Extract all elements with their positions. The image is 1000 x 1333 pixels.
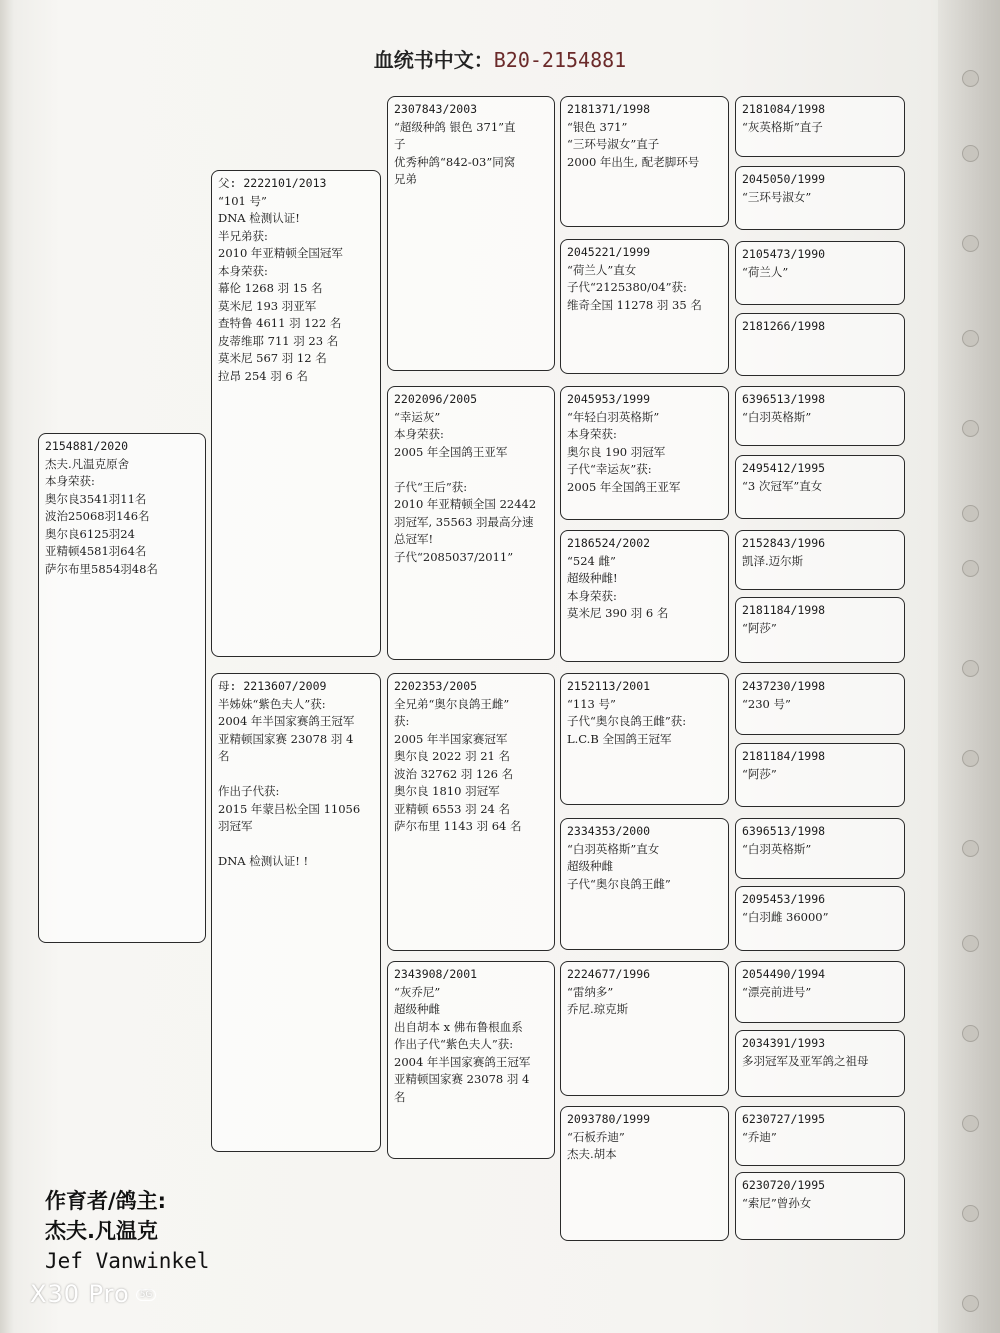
pedigree-line: “3 次冠军”直女 — [742, 478, 823, 493]
pedigree-line: “年轻白羽英格斯” — [567, 409, 660, 424]
breeder-info — [45, 1186, 209, 1276]
sire-box — [211, 170, 381, 657]
pedigree-line: 萨尔布里 1143 羽 64 名 — [394, 819, 522, 833]
pedigree-line — [218, 766, 374, 784]
pedigree-line: 获: — [394, 714, 410, 728]
pedigree-line: “白羽英格斯” — [742, 841, 812, 856]
binder-hole — [962, 330, 979, 347]
pedigree-line: 拉昂 254 羽 6 名 — [218, 368, 308, 383]
pedigree-line: 奥尔良 1810 羽冠军 — [394, 784, 500, 798]
ggp-box-7 — [560, 961, 729, 1096]
ring-number: 2334353/2000 — [567, 824, 651, 838]
pedigree-line: 半姊妹“紫色夫人”获: — [218, 696, 326, 711]
ring-number: 2095453/1996 — [742, 892, 826, 906]
ring-number: 2186524/2002 — [567, 536, 651, 550]
ring-number: 6396513/1998 — [742, 392, 826, 406]
binder-hole — [962, 560, 979, 577]
pedigree-line: 奥尔良3541羽11名 — [45, 491, 147, 506]
breeder-label: 作育者/鸽主: — [45, 1189, 167, 1213]
gggp-box-2 — [735, 166, 905, 230]
pedigree-line: 奥尔良 190 羽冠军 — [567, 444, 666, 459]
pedigree-line: 子代“2085037/2011” — [394, 549, 514, 564]
pedigree-line: 亚精顿国家赛 23078 羽 4 — [218, 731, 354, 746]
gggp-box-10 — [735, 743, 905, 807]
pedigree-line: “灰英格斯”直子 — [742, 119, 823, 134]
pedigree-line: 乔尼.琼克斯 — [567, 1002, 629, 1016]
pedigree-line: 2000 年出生, 配老脚环号 — [567, 154, 700, 169]
binder-hole — [962, 1115, 979, 1132]
ggp-box-2 — [560, 239, 729, 374]
pedigree-line: 多羽冠军及亚军鸽之祖母 — [742, 1053, 869, 1068]
ring-number: 2202353/2005 — [394, 679, 478, 693]
pedigree-line: 子代“奥尔良鸽王雌”获: — [567, 714, 687, 728]
pedigree-line: 羽冠军 — [218, 819, 253, 833]
pedigree-line: “超级种鸽 银色 371”直 — [394, 119, 516, 134]
pedigree-line: “阿莎” — [742, 620, 777, 635]
pedigree-line: 本身荣获: — [567, 588, 617, 603]
dam-sire-box — [387, 673, 555, 951]
pedigree-line: 本身荣获: — [218, 263, 268, 278]
binder-hole — [962, 1025, 979, 1042]
pedigree-line: 子代“幸运灰”获: — [567, 462, 652, 476]
pedigree-line: “113 号” — [567, 696, 616, 711]
binder-hole — [962, 935, 979, 952]
breeder-name-en: Jef Vanwinkel — [45, 1249, 210, 1273]
pedigree-line: 子代“2125380/04”获: — [567, 280, 687, 294]
pedigree-line: 奥尔良 2022 羽 21 名 — [394, 749, 511, 763]
pedigree-line: “101 号” — [218, 193, 267, 208]
ggp-box-1 — [560, 96, 729, 227]
ring-number: 父: 2222101/2013 — [218, 176, 327, 190]
breeder-name-cn: 杰夫.凡温克 — [45, 1219, 158, 1243]
binder-hole — [962, 145, 979, 162]
title-label: 血统书中文： — [373, 48, 494, 72]
ring-number: 6230727/1995 — [742, 1112, 826, 1126]
pedigree-line: 莫米尼 390 羽 6 名 — [567, 606, 669, 620]
pedigree-line: 优秀种鸽“842-03”同窝 — [394, 154, 516, 169]
pedigree-line: 查特鲁 4611 羽 122 名 — [218, 316, 342, 330]
pedigree-line: “524 雌” — [567, 553, 616, 568]
pedigree-line: 凯泽.迈尔斯 — [742, 553, 804, 568]
gggp-box-6 — [735, 455, 905, 519]
pedigree-line: 2010 年亚精顿全国冠军 — [218, 246, 343, 260]
pedigree-line: 2005 年半国家赛冠军 — [394, 731, 508, 746]
binder-hole — [962, 660, 979, 677]
ring-number: 2224677/1996 — [567, 967, 651, 981]
pedigree-line: 波治25068羽146名 — [45, 509, 150, 523]
ring-number: 2181184/1998 — [742, 749, 826, 763]
pedigree-line: “三环号淑女”直子 — [567, 137, 660, 151]
ring-number: 2495412/1995 — [742, 461, 826, 475]
gggp-box-1 — [735, 96, 905, 157]
pedigree-line: L.C.B 全国鸽王冠军 — [567, 731, 672, 746]
pedigree-line: “雷纳多” — [567, 984, 614, 999]
pedigree-line — [394, 461, 548, 479]
pedigree-line: “漂亮前进号” — [742, 984, 812, 999]
5g-badge: 5G — [136, 1289, 157, 1301]
gggp-box-9 — [735, 673, 905, 735]
pedigree-line: “白羽英格斯”直女 — [567, 841, 660, 856]
gggp-box-12 — [735, 886, 905, 951]
ggp-box-8 — [560, 1106, 729, 1241]
ring-number: 2181084/1998 — [742, 102, 826, 116]
pedigree-line: 2005 年全国鸽王亚军 — [394, 444, 508, 459]
ring-number: 2307843/2003 — [394, 102, 478, 116]
pedigree-line: 维奇全国 11278 羽 35 名 — [567, 297, 702, 312]
ring-number: 6396513/1998 — [742, 824, 826, 838]
pedigree-line: 出自胡本 x 佛布鲁根血系 — [394, 1019, 523, 1034]
pedigree-line: 本身荣获: — [567, 427, 617, 441]
pedigree-line: 作出子代“紫色夫人”获: — [394, 1037, 514, 1051]
gggp-box-16 — [735, 1172, 905, 1240]
pedigree-line: “索尼”曾孙女 — [742, 1195, 812, 1210]
ring-number: 2054490/1994 — [742, 967, 826, 981]
pedigree-line: “银色 371” — [567, 119, 628, 134]
pedigree-line: 杰夫.胡本 — [567, 1147, 617, 1161]
pedigree-line: 奥尔良6125羽24 — [45, 526, 135, 541]
pedigree-line: 本身荣获: — [394, 427, 444, 441]
pedigree-line: 全兄弟“奥尔良鸽王雌” — [394, 696, 510, 711]
binder-hole — [962, 840, 979, 857]
binder-hole — [962, 505, 979, 522]
dam-box — [211, 673, 381, 1152]
pedigree-line: 超级种雌! — [567, 571, 618, 585]
pedigree-line: 幕伦 1268 羽 15 名 — [218, 281, 323, 295]
pedigree-line — [218, 836, 374, 854]
pedigree-line: 羽冠军, 35563 羽最高分速 — [394, 514, 534, 529]
pedigree-line: 2005 年全国鸽王亚军 — [567, 479, 681, 494]
pedigree-line: “阿莎” — [742, 766, 777, 781]
ring-number: 2152843/1996 — [742, 536, 826, 550]
ring-number: 2154881/2020 — [45, 439, 129, 453]
pedigree-line: DNA 检测认证! ! — [218, 854, 309, 868]
pedigree-line: “荷兰人” — [742, 264, 789, 279]
ring-number: 2045221/1999 — [567, 245, 651, 259]
ring-number: 2181371/1998 — [567, 102, 651, 116]
pedigree-line: 波治 32762 羽 126 名 — [394, 766, 514, 781]
pedigree-line: 子 — [394, 137, 406, 151]
pedigree-line: 萨尔布里5854羽48名 — [45, 561, 158, 576]
dam-dam-box — [387, 961, 555, 1159]
pedigree-line: 作出子代获: — [218, 784, 280, 798]
pedigree-line: 名 — [218, 749, 230, 763]
pedigree-line: 杰夫.凡温克原舍 — [45, 456, 130, 471]
sire-sire-box — [387, 96, 555, 371]
pedigree-line: 2004 年半国家赛鸽王冠军 — [394, 1054, 531, 1069]
gggp-box-8 — [735, 597, 905, 663]
camera-model: X30 Pro — [30, 1280, 130, 1308]
ggp-box-4 — [560, 530, 729, 662]
binder-hole — [962, 420, 979, 437]
ggp-box-5 — [560, 673, 729, 805]
pedigree-line: 莫米尼 567 羽 12 名 — [218, 351, 327, 365]
pedigree-line: “三环号淑女” — [742, 189, 812, 204]
camera-watermark — [30, 1280, 156, 1308]
ring-number: 2034391/1993 — [742, 1036, 826, 1050]
pedigree-line: 子代“奥尔良鸽王雌” — [567, 876, 671, 891]
ring-number: 母: 2213607/2009 — [218, 679, 327, 693]
ring-number: 2045953/1999 — [567, 392, 651, 406]
pedigree-line: 2004 年半国家赛鸽王冠军 — [218, 714, 355, 728]
pedigree-line: 子代“王后”获: — [394, 479, 468, 494]
pedigree-line: 兄弟 — [394, 172, 417, 186]
pedigree-line: “白羽英格斯” — [742, 409, 812, 424]
pedigree-line: “230 号” — [742, 696, 791, 711]
pedigree-line: 本身荣获: — [45, 474, 95, 488]
pedigree-line: “幸运灰” — [394, 409, 441, 424]
binder-hole — [962, 1205, 979, 1222]
ring-number: 2202096/2005 — [394, 392, 478, 406]
binder-hole — [962, 1295, 979, 1312]
pedigree-line: 超级种雌 — [394, 1002, 440, 1016]
ring-number: 2152113/2001 — [567, 679, 651, 693]
binder-hole — [962, 235, 979, 252]
pedigree-line: 亚精顿国家赛 23078 羽 4 — [394, 1072, 530, 1086]
pedigree-line: 超级种雌 — [567, 859, 613, 873]
pedigree-line: 莫米尼 193 羽亚军 — [218, 298, 317, 313]
sire-dam-box — [387, 386, 555, 660]
ring-number: 2093780/1999 — [567, 1112, 651, 1126]
ring-number: 2343908/2001 — [394, 967, 478, 981]
ring-number: 2181266/1998 — [742, 319, 826, 333]
pedigree-line: 半兄弟获: — [218, 228, 268, 243]
pedigree-line: “乔迪” — [742, 1129, 777, 1144]
pedigree-line: “石板乔迪” — [567, 1129, 625, 1144]
pedigree-line: 总冠军! — [394, 532, 434, 546]
pedigree-line: 2015 年蒙吕松全国 11056 — [218, 801, 361, 816]
pedigree-line: 2010 年亚精顿全国 22442 — [394, 497, 537, 511]
pedigree-line: 亚精顿4581羽64名 — [45, 544, 147, 558]
gggp-box-15 — [735, 1106, 905, 1166]
page-title — [0, 44, 1000, 73]
pedigree-line: 名 — [394, 1089, 406, 1104]
ring-number: 2105473/1990 — [742, 247, 826, 261]
pedigree-line: 皮蒂维耶 711 羽 23 名 — [218, 333, 339, 348]
pedigree-line: 亚精顿 6553 羽 24 名 — [394, 801, 511, 816]
ring-number-code: B20-2154881 — [493, 48, 627, 72]
ggp-box-6 — [560, 818, 729, 950]
ggp-box-3 — [560, 386, 729, 520]
ring-number: 2437230/1998 — [742, 679, 826, 693]
ring-number: 6230720/1995 — [742, 1178, 826, 1192]
gggp-box-13 — [735, 961, 905, 1023]
gggp-box-11 — [735, 818, 905, 879]
gggp-box-7 — [735, 530, 905, 590]
ring-number: 2181184/1998 — [742, 603, 826, 617]
gggp-box-4 — [735, 313, 905, 376]
pedigree-line: “灰乔尼” — [394, 984, 441, 999]
binder-hole — [962, 750, 979, 767]
pedigree-line: DNA 检测认证! — [218, 211, 300, 225]
gggp-box-5 — [735, 386, 905, 446]
ring-number: 2045050/1999 — [742, 172, 826, 186]
pedigree-line: “荷兰人”直女 — [567, 262, 637, 277]
subject-pigeon-box — [38, 433, 206, 943]
gggp-box-3 — [735, 241, 905, 305]
pedigree-line: “白羽雌 36000” — [742, 909, 829, 924]
gggp-box-14 — [735, 1030, 905, 1097]
